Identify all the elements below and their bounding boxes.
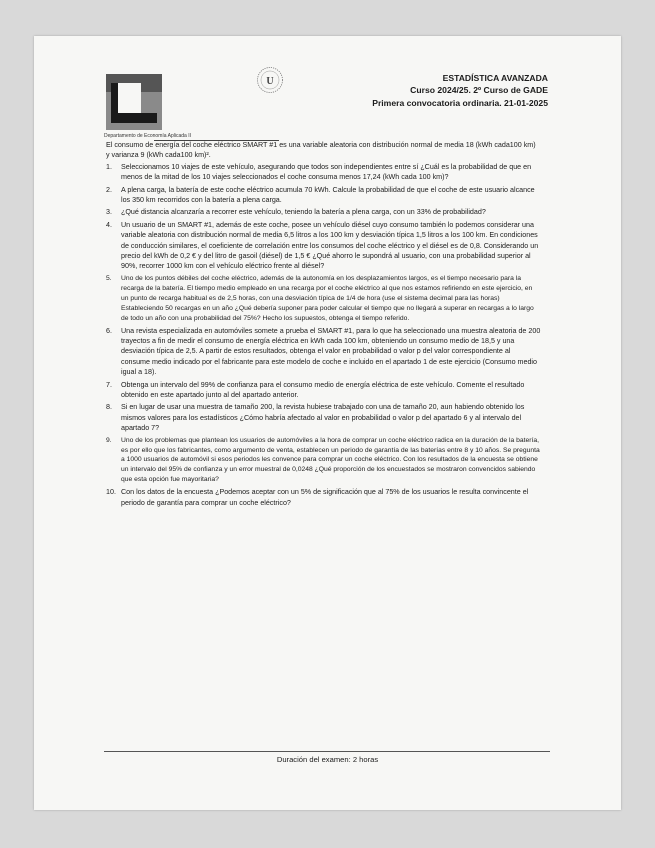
question-number: 1.: [106, 162, 112, 171]
question-item: [106, 326, 541, 378]
exam-header: [372, 72, 548, 109]
question-text: Uno de los puntos débiles del coche eléctrico, además de la autonomía en los desplazamientos largos, es el tiempo necesario para la recarga de la batería. El tiempo medio empleado en una recarga por el coche eléctrico al que nos estamos refiriendo en este ejercicio, en un punto de recarga habitual es de 2,5 horas, con una desviación típica de 1/4 de hora (use el sistema decimal para las horas) Estableciendo 50 recargas en un año ¿Qué debería suponer para poder calcular el tiempo que no llegará a superar en recargas a lo largo de todo un año con una probabilidad del 75%? Hecho los supuestos, obtenga el tiempo referido.: [121, 274, 534, 322]
question-item: [106, 207, 541, 217]
question-text: Seleccionamos 10 viajes de este vehículo, asegurando que todos son independientes entre sí ¿Cuál es la probabilidad de que en menos de la mitad de los 10 viajes seleccionados el coche consuma menos 17,24 (kWh cada 100 km)?: [121, 162, 532, 182]
question-item: [106, 162, 541, 183]
question-text: A plena carga, la batería de este coche eléctrico acumula 70 kWh. Calcule la probabilidad de que el coche de este usuario alcance los 350 km recorridos con la batería a plena carga.: [121, 185, 535, 204]
department-name: Departamento de Economía Aplicada II: [104, 133, 191, 139]
question-text: Obtenga un intervalo del 99% de confianza para el consumo medio de energía eléctrica de este vehículo. Comente el resultado obtenido en este apartado junto al del apartado anterior.: [121, 380, 525, 399]
question-text: ¿Qué distancia alcanzaría a recorrer este vehículo, teniendo la batería a plena carga, con un 33% de probabilidad?: [121, 208, 486, 217]
question-text: Una revista especializada en automóviles somete a prueba el SMART #1, para lo que ha seleccionado una muestra aleatoria de 200 trayectos a fin de medir el consumo de energía eléctrica en kWh cada 100 km, obteniendo un consumo medio de 18,5 y una desviación típica de 2,5. A partir de estos resultados, obtenga el valor en probabilidad o valor p del valor correspondiente al consume medio indicado por el fabricante para este modelo de coche e incluido en el apartado 1 de este ejercicio (Consumo medio igual a 18).: [121, 326, 541, 376]
exam-body: [106, 140, 541, 510]
exam-duration: Duración del examen: 2 horas: [276, 755, 379, 764]
footer-rule: [104, 751, 550, 752]
question-number: 2.: [106, 185, 112, 194]
question-item: [106, 487, 541, 508]
problem-statement: El consumo de energía del coche eléctrico SMART #1 es una variable aleatoria con distribución normal de media 18 (kWh cada100 km) y varianza 9 (kWh cada100 km)².: [106, 141, 536, 160]
question-item: [106, 380, 541, 401]
question-number: 3.: [106, 208, 112, 217]
question-number: 6.: [106, 326, 112, 335]
question-item: [106, 436, 541, 486]
question-number: 9.: [106, 436, 112, 444]
question-text: Con los datos de la encuesta ¿Podemos aceptar con un 5% de significación que al 75% de los usuarios le resulta convincente el periodo de garantía para comprar un coche eléctrico?: [121, 488, 529, 507]
question-item: [106, 220, 541, 272]
question-text: Si en lugar de usar una muestra de tamaño 200, la revista hubiese trabajado con una de tamaño 20, aun habiendo obtenido los mismos valores para los estadísticos ¿Cómo habría afectado al valor en probabilidad o valor p del apartado 6 y al intervalo del apartado 7?: [121, 403, 525, 433]
university-logo: [106, 74, 162, 130]
question-number: 8.: [106, 403, 112, 412]
question-text: Un usuario de un SMART #1, además de este coche, posee un vehículo diésel cuyo consumo también lo podemos considerar una variable aleatoria con distribución normal de media 6,5 litros a los 100 km y desviación típica 1,5 litros a los 100 km. En condiciones de conducción similares, el coeficiente de correlación entre los consumos del coche eléctrico y el diésel es de 0,8. Considerando un precio del kWh de 0,2 € y del litro de gasoil (diésel) de 1,5 € ¿Qué ahorro le supondrá al usuario, con una probabilidad superior al 90%, recorrer 1000 km con el vehículo eléctrico frente al diésel?: [121, 220, 539, 271]
question-item: [106, 402, 541, 433]
svg-text:U: U: [266, 76, 274, 87]
subject-title: ESTADÍSTICA AVANZADA: [442, 73, 548, 83]
question-list: [106, 162, 541, 508]
question-item: [106, 185, 541, 206]
exam-sheet: [34, 36, 621, 810]
question-number: 10.: [106, 488, 116, 497]
question-number: 5.: [106, 274, 112, 282]
question-text: Uno de los problemas que plantean los usuarios de automóviles a la hora de comprar un coche eléctrico radica en la duración de la batería, es por ello que los fabricantes, como argumento de venta, establecen un periodo de garantía de las baterías entre 8 y 10 años. Se pregunta a 1000 usuarios de automóvil si esos periodos les convence para comprar un coche eléctrico. Con los resultados de la encuesta se obtiene un intervalo del 95% de confianza y un error muestral de 0,0248 ¿Qué proporción de los encuestados se mostraron convencidos sabiendo que esta opción fue mayoritaria?: [121, 436, 540, 484]
exam-session: Primera convocatoria ordinaria. 21-01-2025: [372, 97, 548, 108]
question-item: [106, 274, 541, 324]
question-number: 4.: [106, 220, 112, 229]
university-seal: [256, 66, 284, 94]
question-number: 7.: [106, 380, 112, 389]
course-line: Curso 2024/25. 2º Curso de GADE: [410, 85, 548, 96]
